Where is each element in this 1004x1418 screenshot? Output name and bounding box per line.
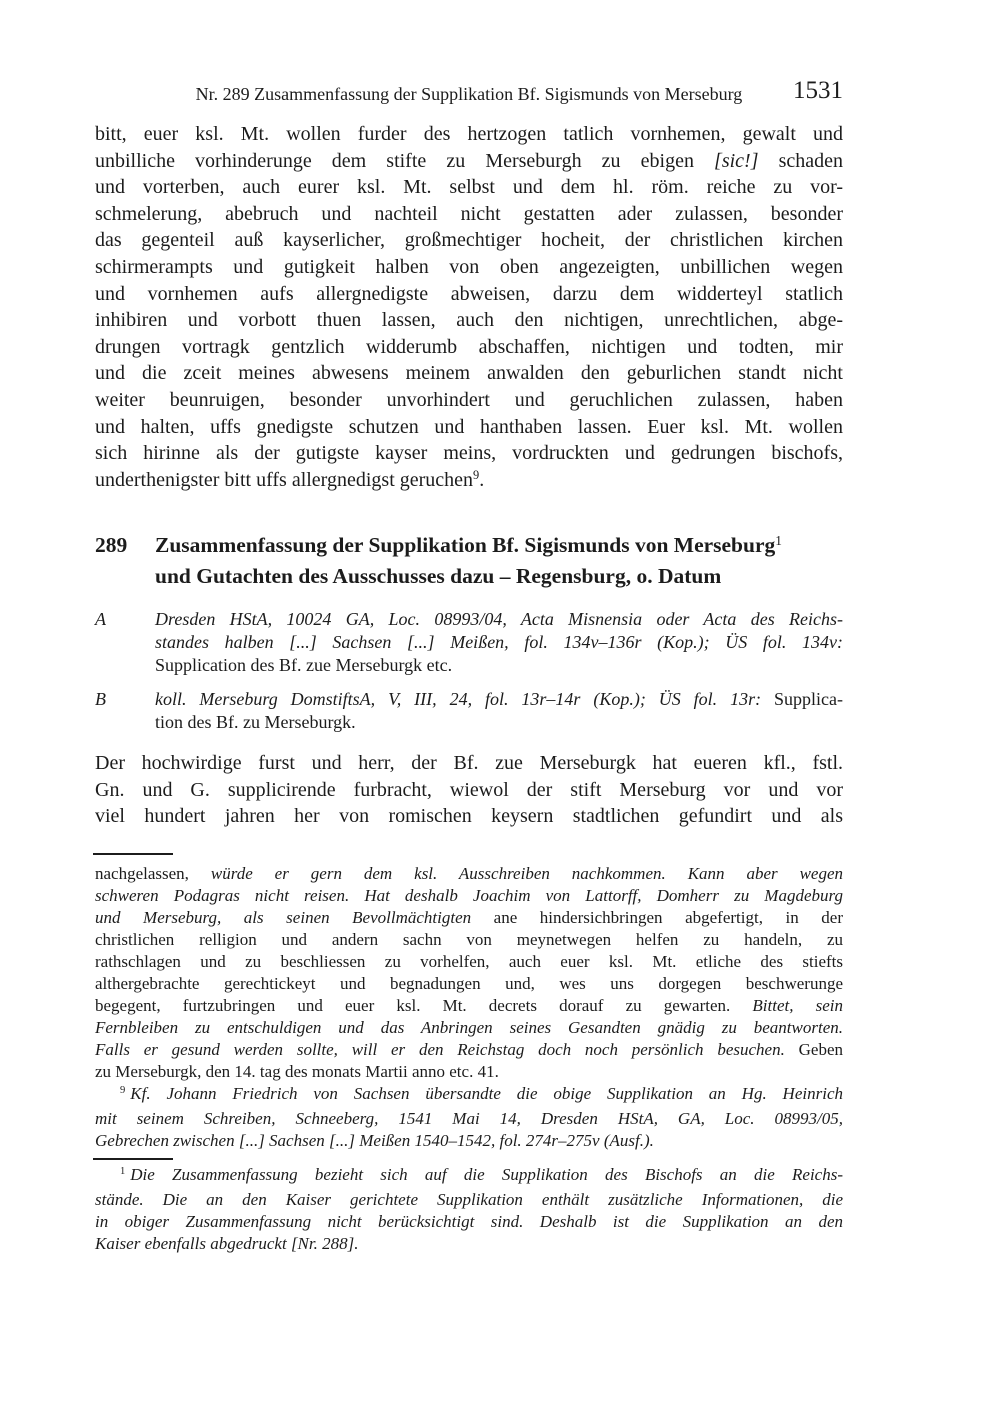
text-run: inhibiren und vorbott thuen lassen, auch den nichtigen, unrechtlichen, abge- <box>95 309 843 332</box>
text-run: viel hundert jahren her von romischen keysern stadtlichen gefundirt und als <box>95 805 843 828</box>
footnote-marker: 9 <box>120 1085 126 1097</box>
text-run: schirmerampts und gutigkeit halben von oben angezeigten, unbillichen wegen <box>95 255 843 278</box>
footnote-marker: 1 <box>775 532 782 548</box>
text-run: würde er gern dem ksl. Ausschreiben nachkommen. Kann aber wegen <box>210 864 843 883</box>
text-line <box>95 227 843 254</box>
text-run: und vorterben, auch eurer ksl. Mt. selbst und dem hl. röm. reiche zu vor- <box>95 176 843 199</box>
text-line <box>95 254 843 281</box>
body-paragraph-1 <box>95 121 843 495</box>
body-paragraph-2 <box>95 750 843 830</box>
text-run: nachgelassen, <box>95 864 211 883</box>
text-run: Supplication des Bf. zue Merseburgk etc. <box>155 655 453 675</box>
footnote-marker: 9 <box>473 467 480 482</box>
text-line <box>95 387 843 414</box>
text-line <box>95 1108 843 1130</box>
text-line <box>95 174 843 201</box>
text-line <box>95 148 843 175</box>
text-run: Zusammenfassung der Supplikation Bf. Sigismunds von Merseburg <box>155 533 776 557</box>
text-run: und vornhemen aufs allergnedigste abweisen, darzu dem widderteyl statlich <box>95 282 843 305</box>
text-run: und Gutachten des Ausschusses dazu – Regensburg, o. Datum <box>155 564 722 588</box>
text-line <box>95 1061 843 1083</box>
text-run: Gn. und G. supplicirende furbracht, wiewol der stift Merseburg vor und vor <box>95 778 843 801</box>
text-run: Kaiser ebenfalls abgedruckt [Nr. 288]. <box>95 1234 359 1253</box>
text-line <box>95 121 843 148</box>
text-run: Kf. Johann Friedrich von Sachsen übersandte die obige Supplikation an Hg. Heinrich <box>130 1084 843 1103</box>
entry-label-a: A <box>95 609 106 629</box>
text-run: schweren Podagras nicht reisen. Hat deshalb Joachim von Lattorff, Domherr zu Magdeburg <box>95 886 843 905</box>
text-line <box>95 995 843 1017</box>
text-line <box>95 907 843 929</box>
text-line <box>155 688 843 711</box>
footnote-separator-2 <box>93 1158 173 1160</box>
source-entry-b <box>95 688 843 734</box>
section-heading <box>95 531 843 590</box>
text-run: mit seinem Schreiben, Schneeberg, 1541 Mai 14, Dresden HStA, GA, Loc. 08993/05, <box>95 1109 843 1128</box>
footnote-9 <box>95 1083 843 1152</box>
page-number: 1531 <box>793 77 843 104</box>
text-run: underthenigster bitt uffs allergnedigst geruchen <box>95 468 474 491</box>
footnote-separator-1 <box>93 853 173 855</box>
text-line <box>95 777 843 804</box>
text-line <box>95 973 843 995</box>
text-run: zu Merseburgk, den 14. tag des monats Martii anno etc. 41. <box>95 1062 499 1081</box>
text-line <box>95 334 843 361</box>
text-run: Bittet, sein <box>752 996 843 1015</box>
source-entry-a <box>95 608 843 677</box>
text-run: [sic!] <box>714 149 759 172</box>
text-run: . <box>479 468 485 491</box>
footnotes-area <box>95 863 843 1255</box>
text-line <box>95 201 843 228</box>
text-run: Der hochwirdige furst und herr, der Bf. zue Merseburgk hat eueren kfl., fstl. <box>95 752 843 774</box>
text-run: ane hindersichbringen abgefertigt, in der <box>493 908 843 927</box>
text-line <box>95 951 843 973</box>
text-line <box>95 281 843 308</box>
text-line <box>155 608 843 631</box>
text-run: weiter beunruigen, besonder unvorhindert und geruchlichen zulassen, haben <box>95 388 843 411</box>
text-line <box>95 467 843 496</box>
entry-text-a <box>155 608 843 677</box>
text-run: in obiger Zusammenfassung nicht berücksichtigt sind. Deshalb ist die Supplikation an den <box>95 1212 843 1231</box>
text-line <box>95 414 843 441</box>
text-line <box>95 1233 843 1255</box>
text-run: koll. Merseburg DomstiftsA, V, III, 24, fol. 13r–14r (Kop.); ÜS fol. 13r: <box>155 689 762 709</box>
text-run: schmelerung, abebruch und nachteil nicht gestatten ader zulassen, besonder <box>95 202 843 225</box>
text-run: Falls er gesund werden sollte, will er den Reichstag doch noch persönlich besuchen. <box>95 1040 799 1059</box>
running-head: Nr. 289 Zusammenfassung der Supplikation Bf. Sigismunds von Merseburg <box>195 84 743 104</box>
text-line <box>95 1211 843 1233</box>
text-run: standes halben [...] Sachsen [...] Meißen, fol. 134v–136r (Kop.); ÜS fol. 134v: <box>155 632 843 652</box>
text-run: und die zceit meines abwesens meinem anwalden den geburlichen standt nicht <box>95 362 843 385</box>
text-line <box>95 750 843 777</box>
text-line <box>95 885 843 907</box>
section-title <box>155 531 843 590</box>
source-entries <box>95 608 843 734</box>
text-line <box>95 440 843 467</box>
text-line <box>155 531 843 562</box>
text-run: drungen vortragk gentzlich widderumb abschaffen, nichtigen und todten, mir <box>95 335 843 358</box>
text-line <box>95 307 843 334</box>
text-run: und Merseburg, als seinen Bevollmächtigten <box>95 908 494 927</box>
text-run: und halten, uffs gnedigste schutzen und hanthaben lassen. Euer ksl. Mt. wollen <box>95 415 843 438</box>
text-run: christlichen relligion und andern sachn von meynetwegen helfen zu handeln, zu <box>95 930 843 949</box>
text-line <box>95 1164 843 1189</box>
footnote-continuation <box>95 863 843 1083</box>
text-run: bitt, euer ksl. Mt. wollen furder des hertzogen tatlich vornhemen, gewalt und <box>95 123 843 145</box>
entry-text-b <box>155 688 843 734</box>
text-line <box>95 803 843 830</box>
text-run: das gegenteil auß kayserlicher, großmechtiger hocheit, der christlichen kirchen <box>95 229 843 252</box>
text-run: sich hirinne als der gutigste kayser meins, vordruckten und gedrungen bischofs, <box>95 442 843 465</box>
text-run: Gebrechen zwischen [...] Sachsen [...] Meißen 1540–1542, fol. 274r–275v (Ausf.). <box>95 1131 654 1150</box>
text-line <box>155 562 843 590</box>
text-run: tion des Bf. zu Merseburgk. <box>155 712 356 732</box>
text-line <box>155 711 843 734</box>
text-line <box>95 929 843 951</box>
footnote-marker: 1 <box>120 1166 126 1178</box>
text-run: stände. Die an den Kaiser gerichtete Supplikation enthält zusätzliche Informationen, die <box>95 1190 843 1209</box>
text-line <box>95 1130 843 1152</box>
text-line <box>155 654 843 677</box>
text-line <box>155 631 843 654</box>
footnote-1 <box>95 1164 843 1255</box>
text-line <box>95 360 843 387</box>
section-number: 289 <box>95 533 128 557</box>
text-line <box>95 1189 843 1211</box>
text-line <box>95 1039 843 1061</box>
text-run: Dresden HStA, 10024 GA, Loc. 08993/04, Acta Misnensia oder Acta des Reichs- <box>155 609 843 629</box>
text-run: schaden <box>758 149 843 172</box>
entry-label-b: B <box>95 689 106 709</box>
text-line <box>95 1017 843 1039</box>
text-line <box>95 1083 843 1108</box>
text-run: Supplica- <box>761 689 843 709</box>
text-run: Fernbleiben zu entschuldigen und das Anbringen seines Gesandten gnädig zu beantworten. <box>95 1018 843 1037</box>
text-run: rathschlagen und zu beschliessen zu vorhelfen, auch euer ksl. Mt. etliche des stiefts <box>95 952 843 971</box>
text-run: Die Zusammenfassung bezieht sich auf die Supplikation des Bischofs an die Reichs- <box>130 1165 843 1184</box>
text-run: unbilliche vorhinderunge dem stifte zu Merseburgh zu ebigen <box>95 149 715 172</box>
text-run: begegent, furtzubringen und euer ksl. Mt. decrets dorauf zu gewarten. <box>95 996 753 1015</box>
text-line <box>95 863 843 885</box>
text-run: Geben <box>798 1040 843 1059</box>
text-run: althergebrachte gerechtickeyt und begnadungen und, wes uns dorgegen beschwerunge <box>95 974 843 993</box>
page-header <box>95 77 843 106</box>
